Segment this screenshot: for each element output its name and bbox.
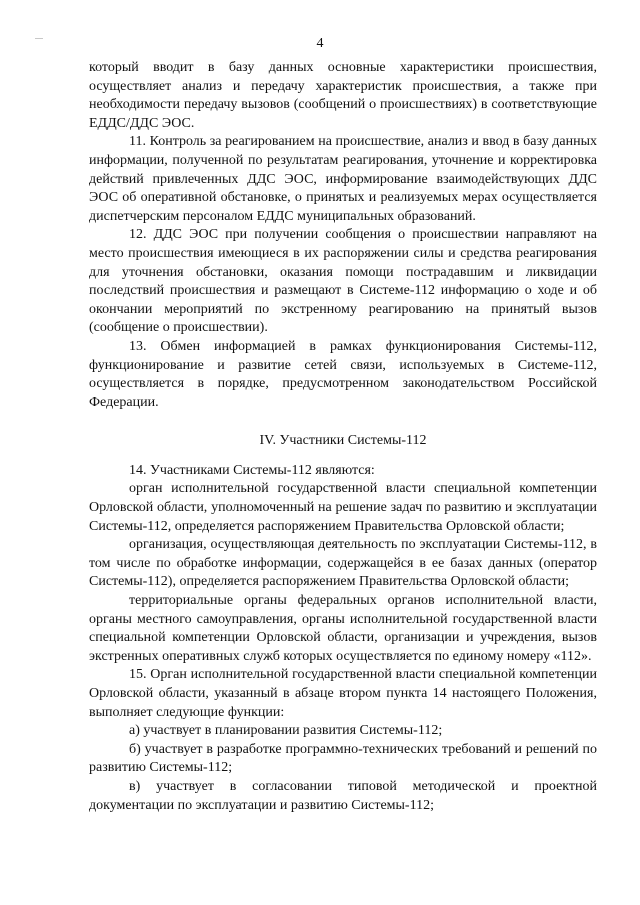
paragraph: 14. Участниками Системы-112 являются: xyxy=(129,462,375,478)
paragraph: 15. Орган исполнительной государственной власти специальной компетенции Орловской области, указанный в абзаце втором пункта 14 настоящего Положения, выполняет следующие функции: xyxy=(89,667,597,720)
section-heading: IV. Участники Системы-112 xyxy=(259,433,427,449)
paragraph: орган исполнительной государственной власти специальной компетенции Орловской области, уполномоченный на решение задач по развитию и эксплуатации Системы-112, определяется распоряжением Правительства Орловской области; xyxy=(89,481,597,534)
list-item: б) участвует в разработке программно-технических требований и решений по развитию Системы-112; xyxy=(89,741,597,776)
list-item: а) участвует в планировании развития Системы-112; xyxy=(129,723,443,739)
paragraph: который вводит в базу данных основные характеристики происшествия, осуществляет анализ и передачу характеристик происшествия, а также при необходимости передачу вызовов (сообщений о происшествиях) в соответствующие ЕДДС/ДДС ЭОС. xyxy=(89,60,597,131)
paragraph: 11. Контроль за реагированием на происшествие, анализ и ввод в базу данных информации, полученной по результатам реагирования, уточнение и корректировка действий привлеченных ДДС ЭОС, информирование взаимодействующих ДДС ЭОС об оперативной обстановке, о принятых и реализуемых мерах осуществляется диспетчерским персоналом ЕДДС муниципальных образований. xyxy=(89,134,597,224)
paragraph: 13. Обмен информацией в рамках функционирования Системы-112, функционирование и развитие сетей связи, используемых в Системе-112, осуществляется в порядке, предусмотренном законодательством Российской Федерации. xyxy=(89,338,597,410)
page-number: 4 xyxy=(316,36,324,51)
list-item: в) участвует в согласовании типовой методической и проектной документации по эксплуатации и развитию Системы-112; xyxy=(89,778,597,813)
paragraph: 12. ДДС ЭОС при получении сообщения о происшествии направляют на место происшествия имеющиеся в их распоряжении силы и средства реагирования для уточнения обстановки, оказания помощи пострадавшим и ликвидации последствий происшествия и размещают в Системе-112 информацию о ходе и об окончании мероприятий по экстренному реагированию на принятый вызов (сообщение о происшествии). xyxy=(89,227,597,336)
paragraph: территориальные органы федеральных органов исполнительной власти, органы местного самоуправления, органы исполнительной государственной власти специальной компетенции Орловской области, организации и учреждения, вызов экстренных оперативных служб которых осуществляется по единому номеру «112». xyxy=(89,593,597,664)
document-body xyxy=(89,59,597,815)
paragraph: организация, осуществляющая деятельность по эксплуатации Системы-112, в том числе по обработке информации, содержащейся в ее базах данных (оператор Системы-112), определяется распоряжением Правительства Орловской области; xyxy=(89,537,597,590)
